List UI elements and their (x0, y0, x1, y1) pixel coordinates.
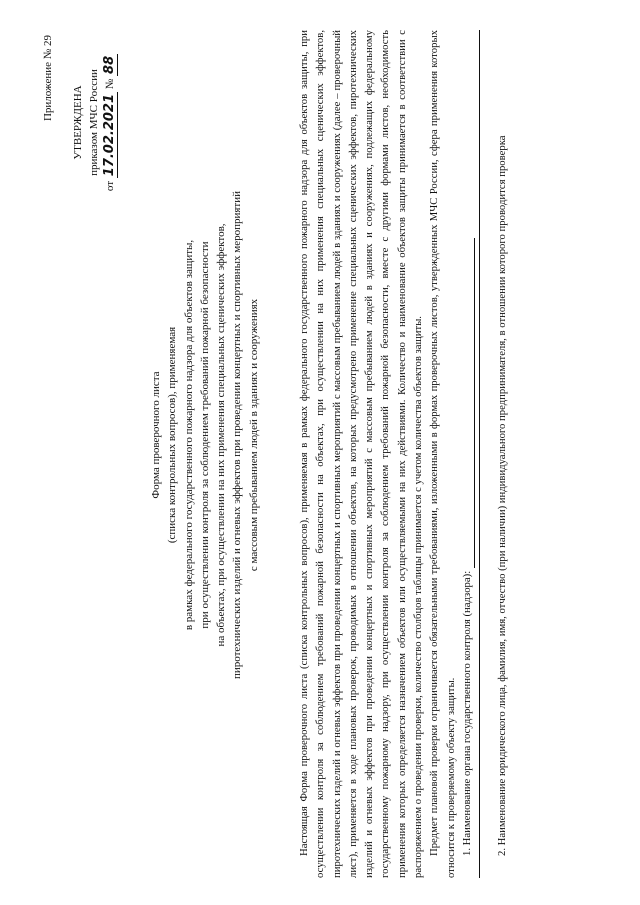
item-2-label: 2. Наименование юридического лица, фамилия, имя, отчество (при наличии) индивидуального предпринимателя, в отношении которого проводится проверка (496, 135, 509, 856)
title-line-4: при осуществлении контроля за соблюдением требований пожарной безопасности (198, 241, 211, 629)
intro-paragraph: Настоящая Форма проверочного листа (списка контрольных вопросов), применяемая в рамках федерального государственного пожарного надзора для объектов защиты, при осуществлении контроля за соблюдением требований пожарной безопасности на объектах, при осуществлении на них применения специальных сценических эффектов, пиротехнических изделий и огневых эффектов при проведении концертных и спортивных мероприятий с массовым пребыванием людей в зданиях и сооружениях (далее – проверочный лист), применяется в ходе плановых проверок, проводимых в отношении объектов, на которых предусмотрено применение специальных сценических эффектов, пиротехнических изделий и огневых эффектов при проведении концертных и спортивных мероприятий с массовым пребыванием людей в зданиях и сооружениях, подлежащих федеральному государственному пожарному надзору, при осуществлении контроля за соблюдением требований пожарной безопасности, вместе с другими формами листов, необходимость применения которых определяется назначением объектов или осуществляемыми на них действиями. Количество и наименование объектов защиты принимается в соответствии с распоряжением о проведении проверки, количество столбцов таблицы принимается с учетом количества объектов защиты. (298, 30, 425, 878)
date-prefix: от (104, 180, 116, 192)
approval-order-line: приказом МЧС России (88, 69, 100, 176)
handwritten-order-number: 88 (102, 55, 117, 74)
scope-paragraph: Предмет плановой проверки ограничивается обязательными требованиями, изложенными в формах проверочных листов, утвержденных МЧС России, сфера применения которых относится к проверяемому объекту защиты. (428, 30, 457, 878)
item-1-underline (477, 30, 480, 878)
approved-label: УТВЕРЖДЕНА (72, 85, 84, 160)
item-1-row (459, 30, 475, 878)
title-line-1: Форма проверочного листа (150, 371, 162, 499)
document-body (296, 30, 511, 878)
form-title (148, 115, 262, 755)
title-line-6: пиротехнических изделий и огневых эффектов при проведении концертных и спортивных мероприятий (231, 190, 244, 680)
item-1-label: 1. Наименование органа государственного контроля (надзора): (460, 570, 473, 856)
approval-date-line (102, 35, 118, 210)
approval-stamp-block (40, 35, 118, 210)
title-line-3: в рамках федерального государственного пожарного надзора для объектов защиты, (182, 239, 195, 631)
appendix-number: Приложение № 29 (42, 35, 54, 122)
handwritten-date: 17.02.2021 (102, 93, 117, 177)
number-prefix: № (104, 78, 116, 90)
title-line-5: на объектах, при осуществлении на них применения специальных сценических эффектов, (215, 223, 228, 647)
item-1-fill-line (474, 238, 475, 568)
title-line-2: (списка контрольных вопросов), применяемая (166, 326, 179, 544)
title-line-7: с массовым пребыванием людей в зданиях и сооружениях (247, 298, 260, 572)
